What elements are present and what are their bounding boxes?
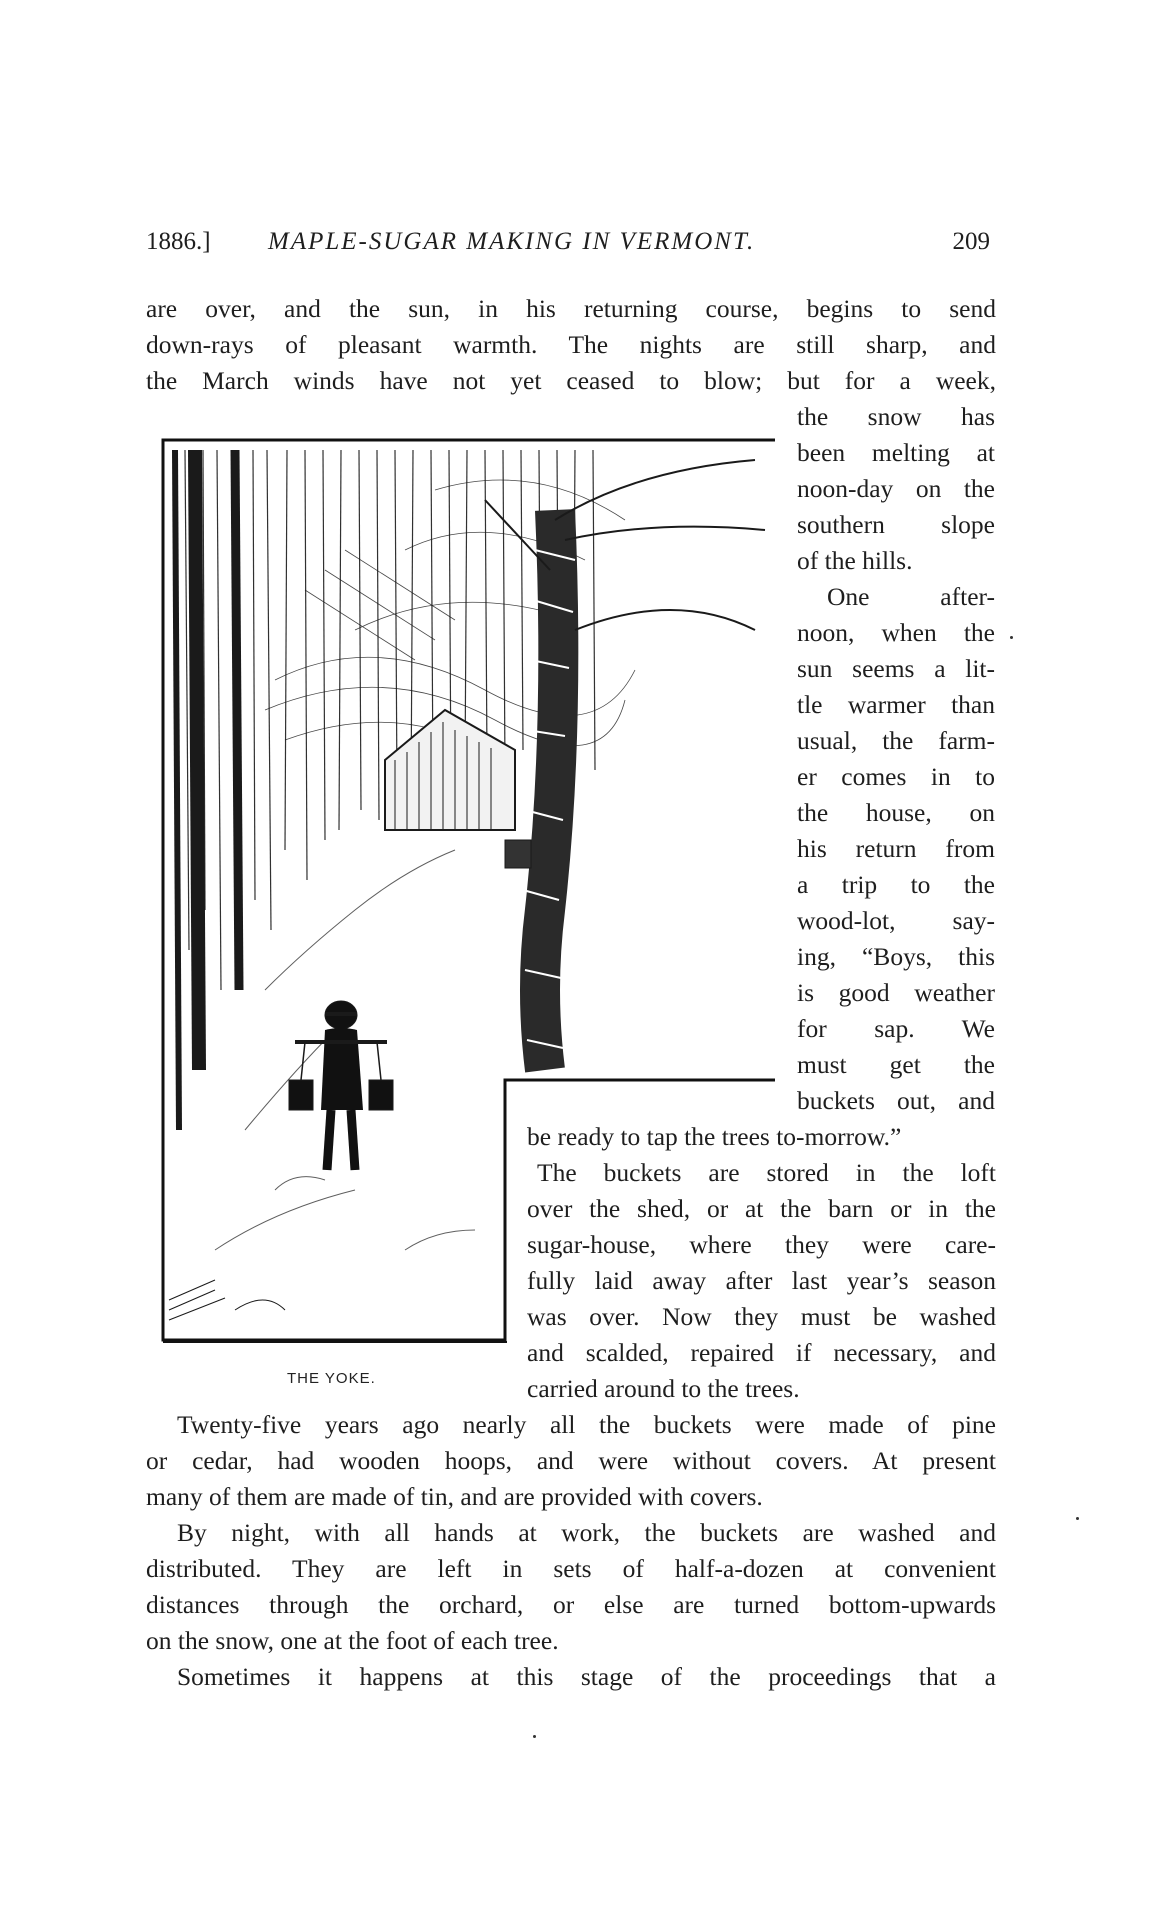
page-number: 209 (952, 228, 990, 255)
text-line: must get the (797, 1050, 995, 1079)
text-line: distributed. They are left in sets of half-a-dozen at convenient (146, 1554, 996, 1583)
text-line: his return from (797, 834, 995, 863)
text-line: a trip to the (797, 870, 995, 899)
text-line: been melting at (797, 438, 995, 467)
text-line: er comes in to (797, 762, 995, 791)
text-line: the house, on (797, 798, 995, 827)
figure-man-with-yoke (289, 1001, 393, 1170)
text-line: distances through the orchard, or else are turned bottom-upwards (146, 1590, 996, 1619)
text-line: noon-day on the (797, 474, 995, 503)
text-line: sun seems a lit- (797, 654, 995, 683)
text-line: the March winds have not yet ceased to blow; but for a week, (146, 366, 996, 395)
text-line: or cedar, had wooden hoops, and were without covers. At present (146, 1446, 996, 1475)
text-line: be ready to tap the trees to-morrow.” (527, 1122, 902, 1151)
text-line: usual, the farm- (797, 726, 995, 755)
header-year: 1886.] (146, 228, 211, 255)
text-line: ing, “Boys, this (797, 942, 995, 971)
text-line: southern slope (797, 510, 995, 539)
text-line: fully laid away after last year’s season (527, 1266, 996, 1295)
text-line: many of them are made of tin, and are provided with covers. (146, 1482, 763, 1511)
text-line: over the shed, or at the barn or in the (527, 1194, 996, 1223)
print-speck (533, 1735, 536, 1738)
text-line: sugar-house, where they were care- (527, 1230, 996, 1259)
text-line: One after- (827, 582, 995, 611)
text-line: By night, with all hands at work, the buckets are washed and (177, 1518, 996, 1547)
print-speck (1076, 1517, 1079, 1520)
text-line: down-rays of pleasant warmth. The nights are still sharp, and (146, 330, 996, 359)
text-line: The buckets are stored in the loft (537, 1158, 996, 1187)
text-line: tle warmer than (797, 690, 995, 719)
text-line: is good weather (797, 978, 995, 1007)
text-line: Twenty-five years ago nearly all the buckets were made of pine (177, 1410, 996, 1439)
text-line: of the hills. (797, 546, 913, 575)
text-line: noon, when the (797, 618, 995, 647)
text-line: the snow has (797, 402, 995, 431)
header-title: MAPLE-SUGAR MAKING IN VERMONT. (268, 228, 756, 255)
text-line: Sometimes it happens at this stage of the proceedings that a (177, 1662, 996, 1691)
text-line: for sap. We (797, 1014, 995, 1043)
text-line: wood-lot, say- (797, 906, 995, 935)
text-line: carried around to the trees. (527, 1374, 800, 1403)
illustration-drawing (155, 430, 775, 1350)
text-line: on the snow, one at the foot of each tree. (146, 1626, 559, 1655)
text-line: buckets out, and (797, 1086, 995, 1115)
figure-caption: THE YOKE. (287, 1370, 376, 1387)
illustration-the-yoke (155, 430, 775, 1350)
text-line: and scalded, repaired if necessary, and (527, 1338, 996, 1367)
text-line: was over. Now they must be washed (527, 1302, 996, 1331)
text-line: are over, and the sun, in his returning course, begins to send (146, 294, 996, 323)
print-speck (1010, 636, 1013, 639)
running-header (146, 228, 994, 268)
